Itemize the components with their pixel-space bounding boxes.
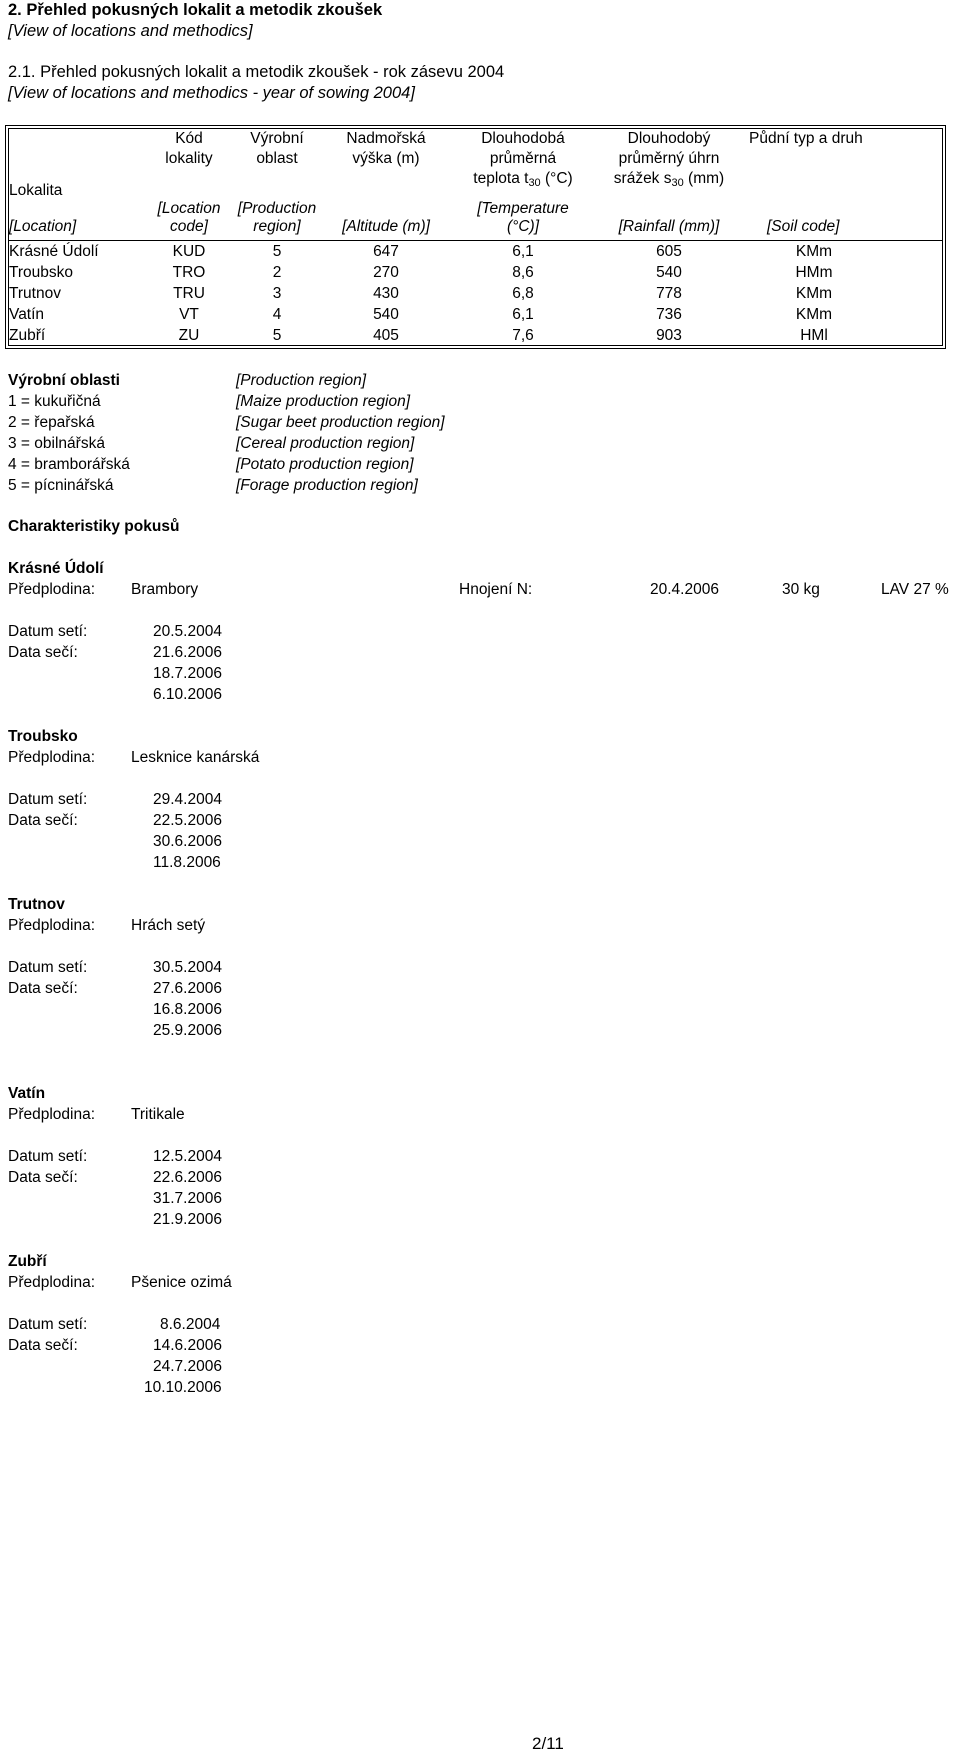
cell-location: Krásné Údolí: [9, 243, 99, 260]
header-code: Kód: [175, 130, 203, 147]
header-temp-2: průměrná: [489, 150, 557, 167]
cell-altitude: 405: [373, 327, 399, 344]
cell-region: 2: [272, 264, 282, 281]
cell-temp: 6,1: [512, 243, 534, 260]
cell-rain: 903: [656, 327, 682, 344]
header-location-en: [Location]: [9, 218, 77, 235]
header-rain: Dlouhodobý: [627, 130, 711, 147]
sowing-date: 20.5.2004: [153, 623, 222, 640]
characteristics-title: Charakteristiky pokusů: [8, 518, 180, 535]
cell-region: 4: [272, 306, 282, 323]
preceding-label: Předplodina:: [8, 749, 96, 766]
cell-location: Vatín: [9, 306, 45, 323]
preceding-label: Předplodina:: [8, 917, 96, 934]
cut-date: 11.8.2006: [153, 854, 221, 871]
subsection-title-en: [View of locations and methodics - year of sowing 2004]: [8, 84, 415, 102]
header-rain-3: srážek $s_{30}$ (mm): [613, 170, 725, 189]
cut-date: 16.8.2006: [153, 1001, 222, 1018]
cell-soil: KMm: [795, 243, 833, 260]
header-soil: Půdní typ a druh: [749, 130, 863, 147]
cut-date: 21.6.2006: [153, 644, 222, 661]
subsection-title: 2.1. Přehled pokusných lokalit a metodik zkoušek - rok zásevu 2004: [8, 63, 505, 81]
cut-date: 27.6.2006: [153, 980, 222, 997]
cut-date: 14.6.2006: [153, 1337, 222, 1354]
cell-rain: 778: [656, 285, 682, 302]
cell-temp: 6,8: [512, 285, 534, 302]
fertilization-label: Hnojení N:: [459, 581, 533, 598]
header-region-en-2: region]: [253, 218, 301, 235]
header-region-en: [Production: [237, 200, 317, 217]
legend-item: 1 = kukuřičná: [8, 393, 101, 410]
sowing-date: 8.6.2004: [160, 1316, 221, 1333]
site-name: Troubsko: [8, 728, 78, 745]
cell-temp: 8,6: [512, 264, 534, 281]
legend-item-en: [Potato production region]: [236, 456, 414, 473]
cell-soil: KMm: [795, 285, 833, 302]
page-number: 2/11: [532, 1734, 564, 1753]
legend-title: Výrobní oblasti: [8, 372, 120, 389]
section-title-en: [View of locations and methodics]: [8, 22, 253, 40]
sowing-label: Datum setí:: [8, 1316, 88, 1333]
header-region-2: oblast: [256, 150, 298, 167]
cell-region: 3: [272, 285, 282, 302]
cell-altitude: 540: [373, 306, 399, 323]
cell-temp: 7,6: [512, 327, 534, 344]
header-location: Lokalita: [9, 182, 63, 199]
cell-code: ZU: [178, 327, 200, 344]
legend-item-en: [Sugar beet production region]: [236, 414, 445, 431]
preceding-label: Předplodina:: [8, 1274, 96, 1291]
cell-altitude: 270: [373, 264, 399, 281]
sowing-date: 29.4.2004: [153, 791, 222, 808]
preceding-label: Předplodina:: [8, 1106, 96, 1123]
preceding-value: Lesknice kanárská: [131, 749, 260, 766]
header-rain-en: [Rainfall (mm)]: [618, 218, 720, 235]
sowing-label: Datum setí:: [8, 623, 88, 640]
cell-rain: 736: [656, 306, 682, 323]
preceding-value: Brambory: [131, 581, 199, 598]
preceding-value: Pšenice ozimá: [131, 1274, 232, 1291]
legend-item: 4 = bramborářská: [8, 456, 130, 473]
cuts-label: Data sečí:: [8, 1169, 78, 1186]
header-temp-en-2: (°C)]: [506, 218, 540, 235]
cut-date: 22.6.2006: [153, 1169, 222, 1186]
cell-altitude: 430: [373, 285, 399, 302]
cut-date: 6.10.2006: [153, 686, 222, 703]
header-temp: Dlouhodobá: [481, 130, 565, 147]
cell-code: TRU: [173, 285, 205, 302]
cell-code: KUD: [172, 243, 206, 260]
site-name: Zubří: [8, 1253, 47, 1270]
fertilization-amount: 30 kg: [782, 581, 820, 598]
cut-date: 18.7.2006: [153, 665, 222, 682]
legend-item-en: [Forage production region]: [236, 477, 418, 494]
preceding-value: Hrách setý: [131, 917, 206, 934]
legend-item-en: [Cereal production region]: [236, 435, 415, 452]
cuts-label: Data sečí:: [8, 644, 78, 661]
cut-date: 10.10.2006: [144, 1379, 222, 1396]
cell-soil: HMm: [795, 264, 833, 281]
header-temp-3: teplota $t_{30}$ (°C): [473, 170, 573, 189]
cuts-label: Data sečí:: [8, 980, 78, 997]
header-rain-2: průměrný úhrn: [618, 150, 720, 167]
site-name: Krásné Údolí: [8, 560, 104, 577]
cut-date: 24.7.2006: [153, 1358, 222, 1375]
header-code-en: [Location: [157, 200, 221, 217]
fertilization-type: LAV 27 %: [881, 581, 949, 598]
sowing-date: 12.5.2004: [153, 1148, 222, 1165]
sowing-label: Datum setí:: [8, 791, 88, 808]
cut-date: 31.7.2006: [153, 1190, 222, 1207]
preceding-label: Předplodina:: [8, 581, 96, 598]
cell-code: TRO: [172, 264, 206, 281]
locations-table: [5, 125, 946, 349]
legend-item: 3 = obilnářská: [8, 435, 105, 452]
sowing-date: 30.5.2004: [153, 959, 222, 976]
header-divider: [9, 240, 942, 241]
header-altitude: Nadmořská: [346, 130, 426, 147]
preceding-value: Tritikale: [131, 1106, 185, 1123]
section-title: 2. Přehled pokusných lokalit a metodik zkoušek: [8, 1, 383, 19]
cell-rain: 540: [656, 264, 682, 281]
fertilization-date: 20.4.2006: [650, 581, 719, 598]
sowing-label: Datum setí:: [8, 959, 88, 976]
cut-date: 21.9.2006: [153, 1211, 222, 1228]
cell-location: Troubsko: [9, 264, 74, 281]
cell-region: 5: [272, 243, 282, 260]
cell-soil: KMm: [795, 306, 833, 323]
cuts-label: Data sečí:: [8, 1337, 78, 1354]
cell-region: 5: [272, 327, 282, 344]
site-name: Trutnov: [8, 896, 65, 913]
cell-altitude: 647: [373, 243, 399, 260]
legend-title-en: [Production region]: [236, 372, 367, 389]
legend-item: 5 = pícninářská: [8, 477, 114, 494]
header-soil-en: [Soil code]: [767, 218, 840, 235]
cut-date: 22.5.2006: [153, 812, 222, 829]
cell-rain: 605: [656, 243, 682, 260]
cut-date: 30.6.2006: [153, 833, 222, 850]
header-altitude-2: výška (m): [352, 150, 420, 167]
header-altitude-en: [Altitude (m)]: [342, 218, 430, 235]
sowing-label: Datum setí:: [8, 1148, 88, 1165]
cell-temp: 6,1: [512, 306, 534, 323]
site-name: Vatín: [8, 1085, 46, 1102]
cut-date: 25.9.2006: [153, 1022, 222, 1039]
cell-code: VT: [179, 306, 199, 323]
legend-item: 2 = řepařská: [8, 414, 95, 431]
cell-location: Trutnov: [9, 285, 61, 302]
legend-item-en: [Maize production region]: [236, 393, 411, 410]
cuts-label: Data sečí:: [8, 812, 78, 829]
cell-soil: HMl: [800, 327, 828, 344]
header-region: Výrobní: [250, 130, 304, 147]
cell-location: Zubří: [9, 327, 46, 344]
header-code-2: lokality: [165, 150, 213, 167]
header-temp-en: [Temperature: [477, 200, 569, 217]
header-code-en-2: code]: [170, 218, 208, 235]
